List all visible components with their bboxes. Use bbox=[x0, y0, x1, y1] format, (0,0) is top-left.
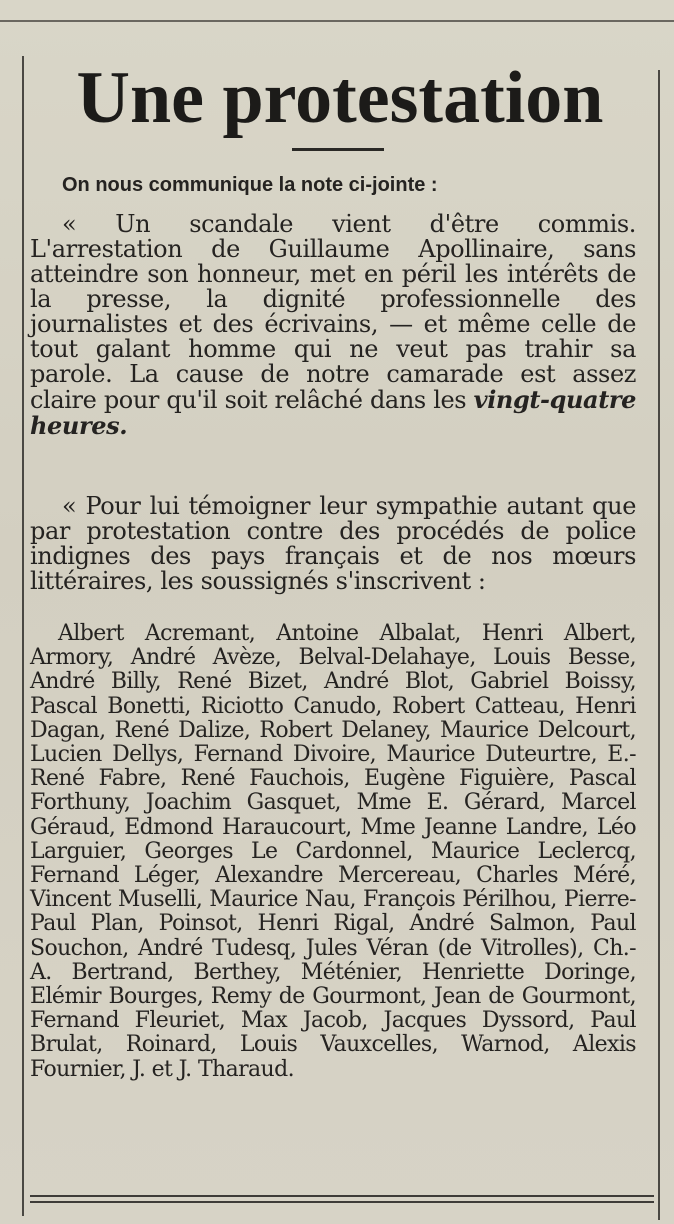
column-rule-left bbox=[22, 56, 24, 1216]
column-rule-right bbox=[658, 70, 660, 1220]
headline-divider bbox=[292, 148, 384, 151]
top-rule bbox=[0, 20, 674, 22]
paragraph-1-text: « Un scandale vient d'être commis. L'arrestation de Guillaume Apollinaire, sans atteindre son honneur, met en péril les intérêts de la presse, la dignité professionnelle des journalistes et des écrivains, — et même celle de tout galant homme qui ne veut pas trahir sa parole. La cause de notre camarade est assez claire pour qu'il soit relâché dans les bbox=[30, 210, 636, 414]
bottom-rule-2 bbox=[30, 1201, 654, 1203]
lead-line: On nous communique la note ci-jointe : bbox=[62, 174, 438, 196]
paragraph-1-emphasis: vingt-quatre heures. bbox=[30, 385, 636, 440]
bottom-rule-1 bbox=[30, 1195, 654, 1197]
signatories-list: Albert Acremant, Antoine Albalat, Henri Albert, Armory, André Avèze, Belval-Delahaye, Louis Besse, André Billy, René Bizet, André Blot, Gabriel Boissy, Pascal Bonetti, Riciotto Canudo, Robert Catteau, Henri Dagan, René Dalize, Robert Delaney, Maurice Delcourt, Lucien Dellys, Fernand Divoire, Maurice Duteurtre, E.-René Fabre, René Fauchois, Eugène Figuière, Pascal Forthuny, Joachim Gasquet, Mme E. Gérard, Marcel Géraud, Edmond Haraucourt, Mme Jeanne Landre, Léo Larguier, Georges Le Cardonnel, Maurice Leclercq, Fernand Léger, Alexandre Mercereau, Charles Méré, Vincent Muselli, Maurice Nau, François Périlhou, Pierre-Paul Plan, Poinsot, Henri Rigal, André Salmon, Paul Souchon, André Tudesq, Jules Véran (de Vitrolles), Ch.-A. Bertrand, Berthey, Méténier, Henriette Doringe, Elémir Bourges, Remy de Gourmont, Jean de Gourmont, Fernand Fleuriet, Max Jacob, Jacques Dyssord, Paul Brulat, Roinard, Louis Vauxcelles, Warnod, Alexis Fournier, J. et J. Tharaud. bbox=[30, 621, 636, 1082]
paragraph-1 bbox=[30, 212, 636, 487]
paragraph-2: « Pour lui témoigner leur sympathie autant que par protestation contre des procédés de police indignes des pays français et de nos mœurs littéraires, les soussignés s'inscrivent : bbox=[30, 492, 636, 595]
headline: Une protestation bbox=[76, 57, 604, 139]
